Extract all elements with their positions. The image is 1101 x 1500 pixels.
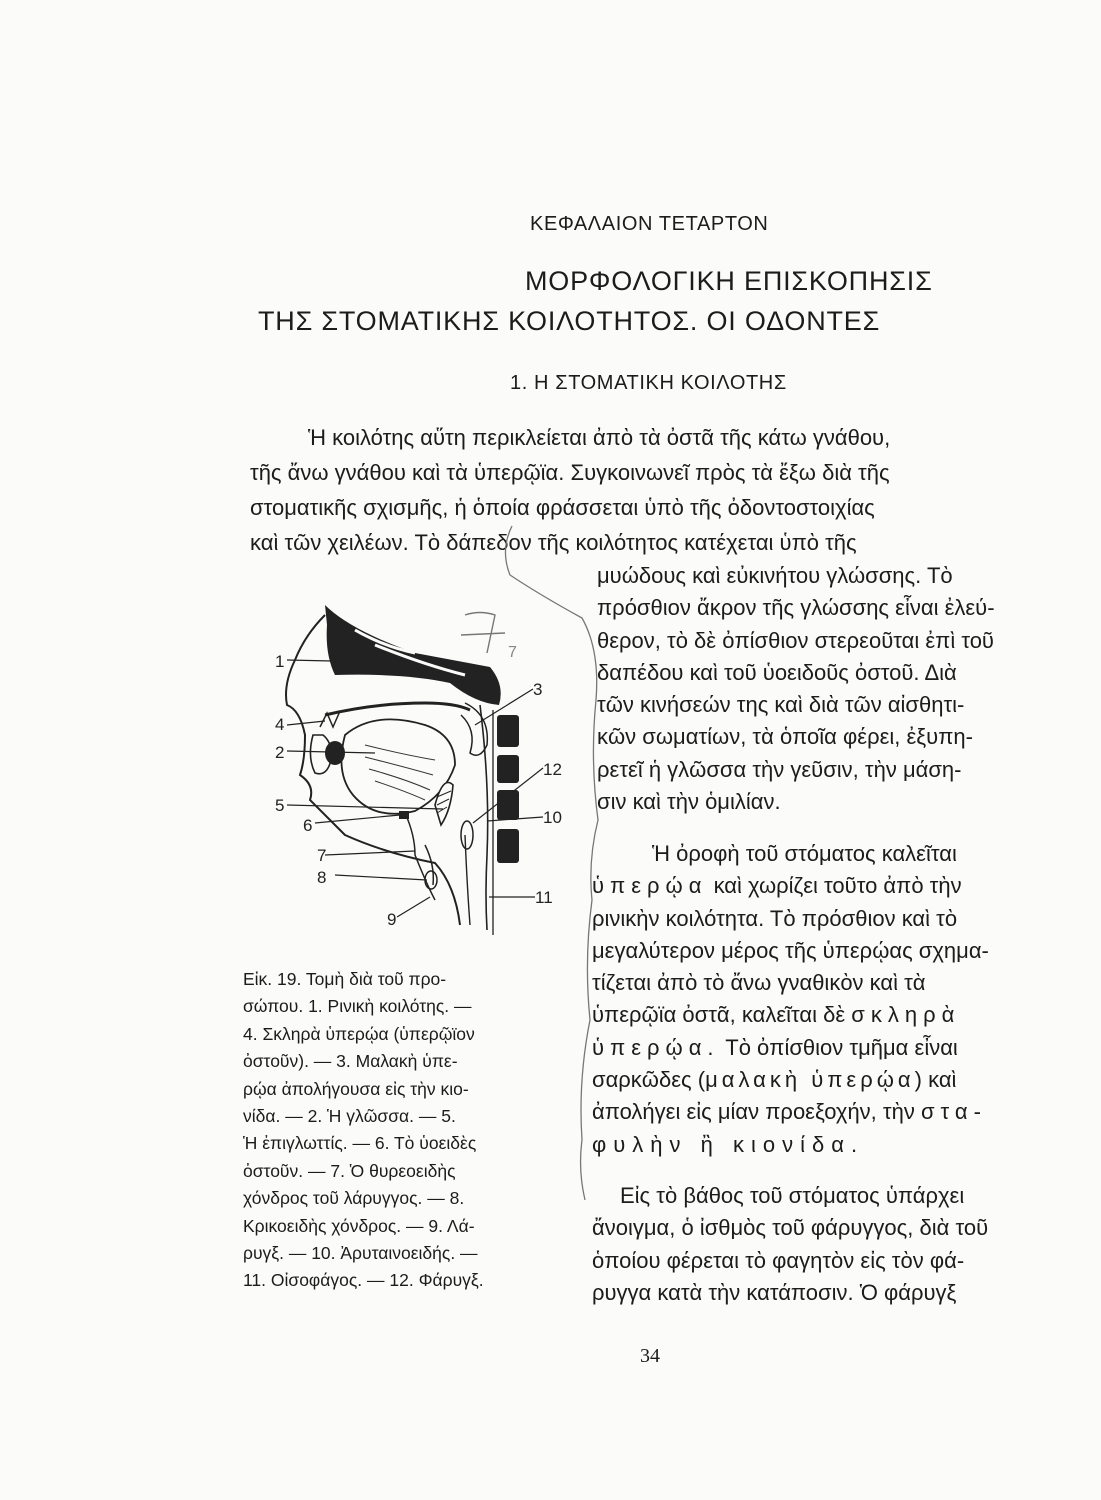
- figure-label: 6: [303, 816, 313, 835]
- text-span: καὶ χωρίζει τοῦτο ἀπὸ τὴν: [713, 873, 962, 899]
- caption-line: ρυγξ. — 10. Ἀρυταινοειδής. —: [243, 1243, 478, 1264]
- caption-line: Κρικοειδὴς χόνδρος. — 9. Λά-: [243, 1215, 475, 1236]
- figure-label: 2: [275, 743, 285, 762]
- figure-label: 12: [543, 760, 562, 779]
- vertebra: [497, 715, 519, 747]
- text-line: [592, 1064, 1088, 1096]
- figure-label: 7: [317, 846, 327, 865]
- text-line: στοματικῆς σχισμῆς, ἡ ὁποία φράσσεται ὑπὸ τῆς ὀδοντοστοιχίας: [250, 495, 875, 520]
- caption-line: ρῴα ἀπολήγουσα εἰς τὴν κιο-: [243, 1078, 469, 1099]
- text-line: θερον, τὸ δὲ ὀπίσθιον στερεοῦται ἐπὶ τοῦ: [597, 627, 994, 653]
- page-number: 34: [640, 1345, 660, 1367]
- caption-line: ὀστοῦν. — 7. Ὁ θυρεοειδὴς: [243, 1160, 456, 1181]
- text-line: τῶν κινήσεών της καὶ διὰ τῶν αἰσθητι-: [597, 692, 965, 718]
- figure-label: 8: [317, 868, 327, 887]
- spaced-term: φυλὴν ἢ κιονίδα.: [592, 1131, 865, 1157]
- text-line: ὁποίου φέρεται τὸ φαγητὸν εἰς τὸν φά-: [592, 1247, 965, 1273]
- text-line: [592, 1032, 1088, 1064]
- text-line: Ἡ ὀροφὴ τοῦ στόματος καλεῖται: [652, 841, 957, 866]
- epiglottis: [435, 783, 453, 826]
- right-column-p2: [592, 838, 1088, 1161]
- text-line: κῶν σωματίων, τὰ ὁποῖα φέρει, ἐξυπη-: [597, 724, 973, 750]
- text-line: καὶ τῶν χειλέων. Τὸ δάπεδον τῆς κοιλότητος κατέχεται ὑπὸ τῆς: [250, 530, 857, 555]
- caption-line: Εἰκ. 19. Τομὴ διὰ τοῦ προ-: [243, 969, 447, 989]
- text-line: [592, 870, 1088, 902]
- text-line: ἄνοιγμα, ὁ ἰσθμὸς τοῦ φάρυγγος, διὰ τοῦ: [592, 1215, 989, 1241]
- section-heading: 1. Η ΣΤΟΜΑΤΙΚΗ ΚΟΙΛΟΤΗΣ: [510, 372, 787, 394]
- figure-label: 11: [535, 888, 553, 907]
- figure-label: 5: [275, 796, 285, 815]
- caption-line: Ἡ ἐπιγλωττίς. — 6. Τὸ ὑοειδὲς: [243, 1133, 477, 1154]
- text-line: πρόσθιον ἄκρον τῆς γλώσσης εἶναι ἐλεύ-: [597, 595, 995, 621]
- caption-line: ὀστοῦν). — 3. Μαλακὴ ὑπε-: [243, 1051, 458, 1072]
- spaced-term: σκληρὰ: [851, 1002, 961, 1028]
- text-span: ἀπολήγει εἰς μίαν προεξοχήν, τὴν: [592, 1099, 915, 1125]
- text-line: δαπέδου καὶ τοῦ ὑοειδοῦς ὀστοῦ. Διὰ: [597, 659, 957, 685]
- text-span: σαρκῶδες (: [592, 1067, 706, 1093]
- spaced-term: ὑπερῴα.: [592, 1034, 720, 1060]
- text-span: ὑπερῷϊα ὀστᾶ, καλεῖται δὲ: [592, 1002, 846, 1028]
- text-line: τίζεται ἀπὸ τὸ ἄνω γναθικὸν καὶ τὰ: [592, 970, 926, 996]
- figure-caption: [243, 966, 563, 1295]
- spaced-term: ὑπερῴα: [592, 873, 708, 899]
- hard-palate: [325, 703, 470, 715]
- text-line: [592, 999, 1088, 1031]
- caption-line: νίδα. — 2. Ἡ γλῶσσα. — 5.: [243, 1106, 456, 1127]
- figure-label: 9: [387, 910, 397, 929]
- text-span: Τὸ ὀπίσθιον τμῆμα εἶναι: [725, 1034, 958, 1060]
- spaced-term: στα-: [920, 1099, 987, 1125]
- spaced-term: μαλακὴ ὑπερῴα: [705, 1067, 915, 1093]
- text-line: Ἡ κοιλότης αὕτη περικλείεται ἀπὸ τὰ ὀστᾶ τῆς κάτω γνάθου,: [308, 425, 891, 450]
- text-line: ρυγγα κατὰ τὴν κατάποσιν. Ὁ φάρυγξ: [592, 1279, 957, 1305]
- vertebra: [497, 790, 519, 820]
- text-line: Εἰς τὸ βάθος τοῦ στόματος ὑπάρχει: [620, 1183, 965, 1208]
- anatomical-figure: [265, 585, 585, 945]
- vertebra: [497, 755, 519, 783]
- right-column-p3: [592, 1180, 1088, 1309]
- caption-line: σώπου. 1. Ρινικὴ κοιλότης. —: [243, 996, 472, 1017]
- chapter-heading: ΚΕΦΑΛΑΙΟΝ ΤΕΤΑΡΤΟΝ: [530, 213, 769, 235]
- figure-label: 3: [533, 680, 543, 699]
- figure-label: 1: [275, 652, 285, 671]
- text-line: ρινικὴν κοιλότητα. Τὸ πρόσθιον καὶ τὸ: [592, 905, 958, 931]
- pharynx-wall: [480, 705, 488, 930]
- text-line: [592, 1096, 1088, 1128]
- text-line: μεγαλύτερον μέρος τῆς ὑπερῴας σχημα-: [592, 937, 989, 963]
- nasal-cavity-mass: [325, 605, 501, 705]
- text-line: τῆς ἄνω γνάθου καὶ τὰ ὑπερῷϊα. Συγκοινωνεῖ πρὸς τὰ ἔξω διὰ τῆς: [250, 460, 890, 485]
- title-line-1: ΜΟΡΦΟΛΟΓΙΚΗ ΕΠΙΣΚΟΠΗΣΙΣ: [525, 266, 933, 296]
- figure-label: 10: [543, 808, 562, 827]
- right-column-p1: [597, 560, 1093, 818]
- handwritten-mark: 7: [508, 644, 517, 661]
- caption-line: 4. Σκληρὰ ὑπερῴα (ὑπερῷϊον: [243, 1023, 475, 1044]
- text-line: σιν καὶ τὴν ὁμιλίαν.: [597, 789, 781, 815]
- paragraph-opening: [250, 420, 1088, 560]
- text-line: [592, 1129, 1088, 1161]
- title-line-2: ΤΗΣ ΣΤΟΜΑΤΙΚΗΣ ΚΟΙΛΟΤΗΤΟΣ. ΟΙ ΟΔΟΝΤΕΣ: [258, 306, 881, 336]
- text-line: μυώδους καὶ εὐκινήτου γλώσσης. Τὸ: [597, 563, 953, 588]
- caption-line: χόνδρος τοῦ λάρυγγος. — 8.: [243, 1188, 465, 1209]
- caption-line: 11. Οἰσοφάγος. — 12. Φάρυγξ.: [243, 1270, 484, 1291]
- text-line: ρετεῖ ἡ γλῶσσα τὴν γεῦσιν, τὴν μάση-: [597, 756, 962, 782]
- figure-label: 4: [275, 715, 285, 734]
- vertebra: [497, 829, 519, 863]
- text-span: ) καὶ: [914, 1067, 957, 1093]
